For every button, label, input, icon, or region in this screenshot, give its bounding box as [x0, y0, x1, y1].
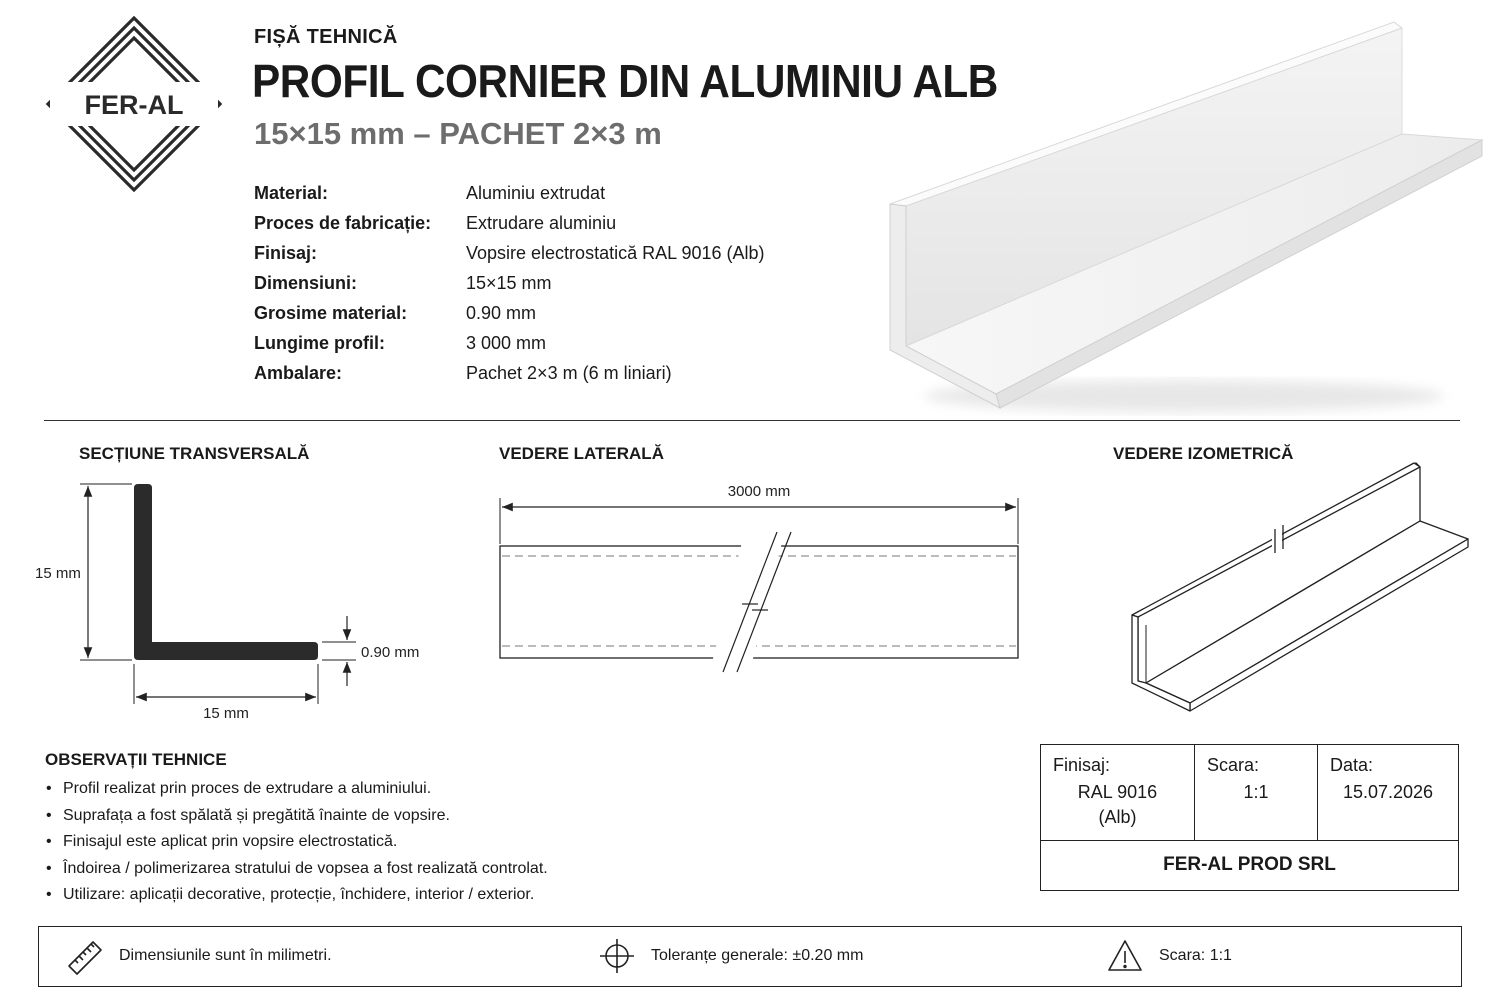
ruler-icon	[65, 936, 105, 976]
height-dimension-label: 15 mm	[35, 565, 81, 582]
list-item: • Utilizare: aplicații decorative, protecție, închidere, interior / exterior.	[45, 882, 845, 909]
notes-list	[45, 776, 845, 909]
logo-text: FER-AL	[84, 90, 184, 120]
title-block-date	[1318, 745, 1458, 840]
scale-value: 1:1	[1243, 782, 1269, 802]
scale-label: Scara:	[1207, 755, 1260, 775]
spec-value: Extrudare aluminiu	[466, 213, 617, 233]
finish-value	[1041, 780, 1194, 830]
side-view-drawing	[490, 470, 1030, 680]
spec-label: Dimensiuni:	[254, 273, 358, 293]
spec-value: 0.90 mm	[466, 303, 537, 323]
list-item: • Profil realizat prin proces de extrudare a aluminiului.	[45, 776, 845, 803]
spec-value: Vopsire electrostatică RAL 9016 (Alb)	[466, 243, 765, 263]
footer-scale	[1105, 927, 1232, 985]
list-item: • Îndoirea / polimerizarea stratului de vopsea a fost realizată controlat.	[45, 856, 845, 883]
document-subtitle: 15×15 mm – PACHET 2×3 m	[254, 116, 662, 151]
footer-units	[65, 927, 332, 985]
list-item: • Suprafața a fost spălată și pregătită înainte de vopsire.	[45, 803, 845, 830]
spec-value: 3 000 mm	[466, 333, 547, 353]
spec-row-finish	[254, 240, 874, 270]
title-block-scale	[1195, 745, 1318, 840]
spec-row-dimensions	[254, 270, 874, 300]
spec-label: Lungime profil:	[254, 333, 385, 353]
units-note: Dimensiunile sunt în milimetri.	[119, 947, 332, 964]
spec-label: Proces de fabricație:	[254, 213, 432, 233]
product-photo	[884, 16, 1488, 416]
spec-value: Aluminiu extrudat	[466, 183, 606, 203]
document-label: FIȘĂ TEHNICĂ	[254, 26, 398, 48]
spec-label: Finisaj:	[254, 243, 318, 263]
finish-value-line-2: (Alb)	[1098, 807, 1137, 827]
finish-label: Finisaj:	[1053, 755, 1111, 775]
spec-value: Pachet 2×3 m (6 m liniari)	[466, 363, 672, 383]
spec-row-material	[254, 180, 874, 210]
spec-row-packaging	[254, 360, 874, 390]
cross-section-drawing	[30, 470, 460, 730]
isometric-drawing	[1120, 455, 1480, 720]
side-view-title: VEDERE LATERALĂ	[499, 444, 664, 463]
thickness-dimension-label: 0.90 mm	[361, 644, 420, 661]
finish-value-line-1: RAL 9016	[1077, 782, 1158, 802]
header-divider	[44, 420, 1460, 421]
list-item: • Finisajul este aplicat prin vopsire electrostatică.	[45, 829, 845, 856]
l-profile-shape	[134, 484, 318, 660]
company-name: FER-AL PROD SRL	[1041, 840, 1458, 890]
spec-row-thickness	[254, 300, 874, 330]
spec-row-process	[254, 210, 874, 240]
iso-view-title: VEDERE IZOMETRICĂ	[1113, 444, 1294, 463]
date-value: 15.07.2026	[1342, 782, 1434, 802]
width-dimension-label: 15 mm	[203, 705, 249, 722]
spec-table	[254, 180, 874, 390]
notes-title: OBSERVAȚII TEHNICE	[45, 750, 227, 769]
title-block	[1040, 744, 1459, 891]
spec-label: Material:	[254, 183, 329, 203]
spec-value: 15×15 mm	[466, 273, 552, 293]
cross-section-title: SECȚIUNE TRANSVERSALĂ	[79, 444, 310, 463]
footer-bar	[38, 926, 1462, 987]
tolerance-note: Toleranțe generale: ±0.20 mm	[651, 947, 864, 964]
length-dimension-label: 3000 mm	[727, 483, 791, 500]
date-label: Data:	[1330, 755, 1374, 775]
crosshair-icon	[597, 936, 637, 976]
spec-row-length	[254, 330, 874, 360]
spec-label: Grosime material:	[254, 303, 408, 323]
spec-label: Ambalare:	[254, 363, 343, 383]
document-title: PROFIL CORNIER DIN ALUMINIU ALB	[252, 55, 998, 107]
scale-note: Scara: 1:1	[1159, 947, 1232, 964]
warning-triangle-icon	[1105, 936, 1145, 976]
title-block-finish	[1041, 745, 1195, 840]
company-logo	[44, 14, 224, 194]
footer-tolerance	[597, 927, 863, 985]
